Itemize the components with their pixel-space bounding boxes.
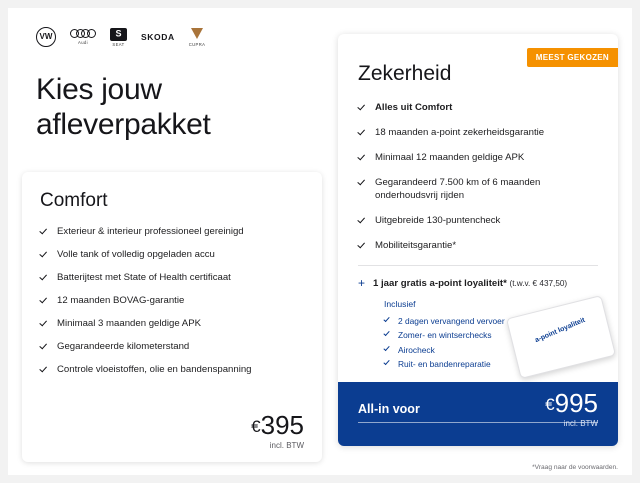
check-icon [40, 342, 49, 351]
brand-volkswagen [36, 27, 56, 47]
check-icon [384, 316, 391, 323]
loyalty-included-label: Inclusief [384, 298, 416, 309]
list-item [40, 226, 304, 239]
zekerheid-feature-4: Uitgebreide 130-puntencheck [375, 214, 501, 226]
plus-icon: + [358, 275, 366, 290]
loyalty-included-3: Ruit- en bandenreparatie [398, 359, 491, 370]
loyalty-included-1: Zomer- en wintserchecks [398, 330, 492, 341]
list-item [358, 177, 598, 203]
footnote: *Vraag naar de voorwaarden. [532, 464, 618, 471]
status-badge: MEEST GEKOZEN [527, 48, 618, 67]
list-item [358, 215, 598, 228]
list-item [40, 249, 304, 262]
divider [358, 265, 598, 266]
list-item [358, 127, 598, 140]
comfort-currency: € [251, 417, 261, 436]
loyalty-included-0: 2 dagen vervangend vervoer [398, 315, 505, 326]
page-title [22, 72, 322, 143]
check-icon [358, 103, 367, 112]
check-icon [358, 178, 367, 187]
check-icon [358, 241, 367, 250]
loyalty-offer-value: (t.w.v. € 437,50) [509, 278, 568, 288]
brand-seat [110, 28, 127, 47]
comfort-feature-2: Batterijtest met State of Health certificaat [57, 271, 231, 283]
loyalty-included-2: Airocheck [398, 344, 435, 355]
zekerheid-body [338, 34, 618, 371]
zekerheid-feature-2: Minimaal 12 maanden geldige APK [375, 151, 525, 163]
check-icon [40, 273, 49, 282]
comfort-title: Comfort [40, 190, 108, 211]
zekerheid-price-block [545, 390, 598, 428]
check-icon [358, 128, 367, 137]
audi-logo-icon [70, 29, 96, 39]
loyalty-offer-row [358, 275, 598, 290]
comfort-feature-6: Controle vloeistoffen, olie en bandenspanning [57, 363, 252, 375]
comfort-package-card[interactable] [22, 172, 322, 462]
comfort-price-note: incl. BTW [269, 441, 304, 450]
zekerheid-feature-3: Gegarandeerd 7.500 km of 6 maanden onderhoudsvrij rijden [375, 176, 541, 201]
page-title-line1: Kies jouw [36, 73, 162, 106]
brand-audi-label: Audi [78, 40, 88, 45]
brand-skoda [141, 33, 175, 42]
list-item [40, 272, 304, 285]
check-icon [40, 319, 49, 328]
zekerheid-feature-list [358, 102, 598, 253]
comfort-feature-1: Volle tank of volledig opgeladen accu [57, 248, 215, 260]
cupra-logo-icon [189, 28, 205, 41]
check-icon [40, 227, 49, 236]
check-icon [40, 365, 49, 374]
brand-cupra [189, 28, 206, 47]
list-item [358, 240, 598, 253]
check-icon [40, 296, 49, 305]
check-icon [384, 359, 391, 366]
allin-label: All-in voor [358, 402, 420, 416]
page-inner [8, 8, 632, 475]
comfort-price [251, 412, 304, 438]
check-icon [384, 345, 391, 352]
list-item [384, 344, 598, 357]
seat-logo-icon [110, 28, 127, 41]
check-icon [358, 153, 367, 162]
zekerheid-price-bar [338, 382, 618, 446]
comfort-price-value: 395 [260, 410, 304, 440]
brand-audi [70, 29, 96, 45]
comfort-feature-3: 12 maanden BOVAG-garantie [57, 294, 185, 306]
list-item [384, 358, 598, 371]
comfort-feature-5: Gegarandeerde kilometerstand [57, 340, 190, 352]
loyalty-included-list [384, 315, 598, 371]
loyalty-offer-title: 1 jaar gratis a-point loyaliteit* [373, 277, 507, 289]
list-item [358, 102, 598, 115]
list-item [40, 295, 304, 308]
list-item [384, 329, 598, 342]
zekerheid-price-note: incl. BTW [563, 419, 598, 428]
list-item [358, 152, 598, 165]
comfort-feature-0: Exterieur & interieur professioneel gereinigd [57, 226, 244, 237]
zekerheid-currency: € [545, 395, 555, 414]
left-column [22, 22, 322, 462]
list-item [40, 318, 304, 331]
brand-seat-label: SEAT [112, 41, 125, 47]
zekerheid-package-card[interactable] [338, 34, 618, 446]
brand-logo-row [22, 22, 322, 52]
zekerheid-price [545, 390, 598, 416]
list-item [40, 364, 304, 377]
comfort-feature-list [40, 226, 304, 377]
zekerheid-price-value: 995 [554, 388, 598, 418]
page-title-line2: afleverpakket [36, 108, 211, 142]
zekerheid-feature-5: Mobiliteitsgarantie* [375, 239, 457, 251]
loyalty-card-label: a-point loyaliteit [534, 316, 587, 345]
check-icon [358, 216, 367, 225]
comfort-price-block [251, 412, 304, 450]
comfort-feature-4: Minimaal 3 maanden geldige APK [57, 317, 201, 329]
brand-cupra-label: CUPRA [188, 41, 206, 47]
check-icon [384, 330, 391, 337]
zekerheid-title: Zekerheid [358, 62, 452, 85]
list-item [384, 315, 598, 328]
check-icon [40, 250, 49, 259]
zekerheid-feature-1: 18 maanden a-point zekerheidsgarantie [375, 126, 545, 138]
vw-logo-icon [36, 27, 56, 47]
zekerheid-feature-0: Alles uit Comfort [375, 102, 453, 113]
list-item [40, 341, 304, 354]
skoda-logo-icon: SKODA [141, 31, 175, 42]
